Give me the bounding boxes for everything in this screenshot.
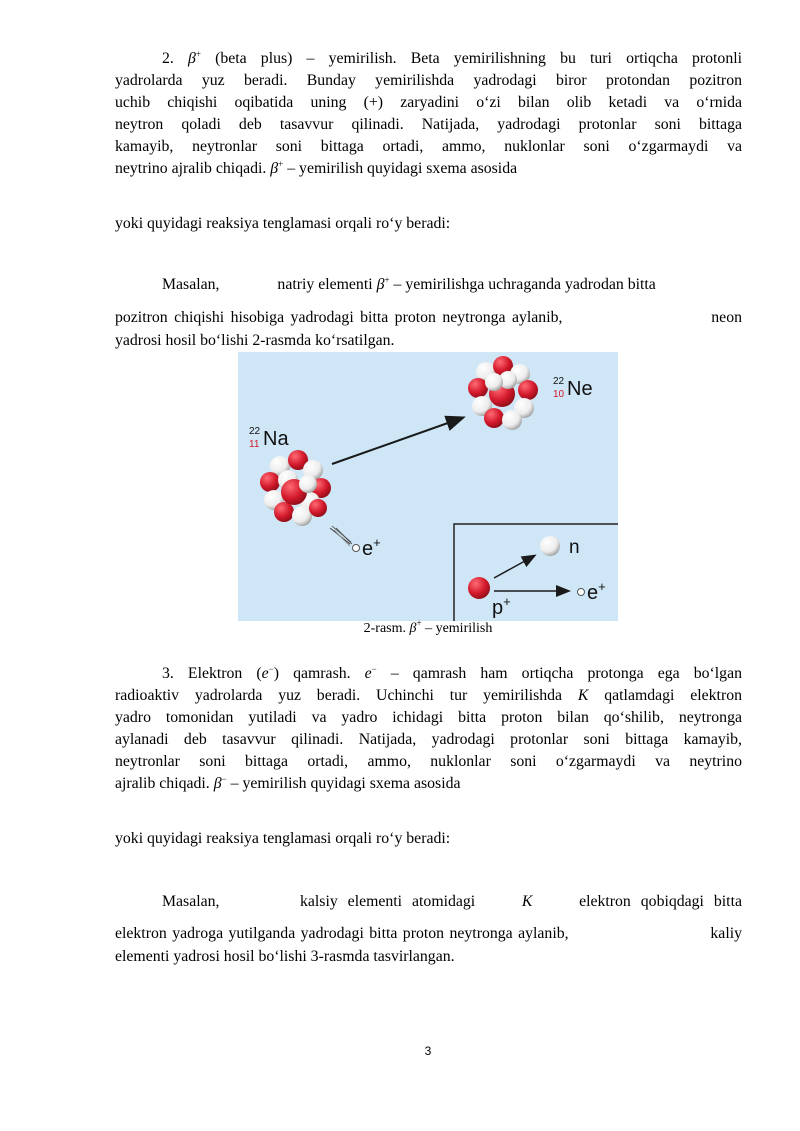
para3-line2-text: radioaktiv yadrolarda yuz beradi. Uchinchi tur yemirilishda	[115, 687, 563, 704]
figure-caption	[0, 618, 800, 637]
para4-line2	[115, 923, 742, 946]
reaction-line-1: yoki quyidagi reaksiya tenglamasi orqali ro‘y beradi:	[115, 215, 451, 232]
neutron-label: n	[569, 537, 580, 558]
proton-particle	[468, 577, 490, 599]
beta-symbol: β	[270, 160, 279, 177]
para2-line3: yadrosi hosil bo‘lishi 2-rasmda ko‘rsatilgan.	[115, 332, 395, 349]
inset-proton-to-neutron	[454, 524, 618, 621]
na-symbol: Na	[263, 428, 289, 450]
sup-minus: −	[221, 774, 227, 784]
ne-atomic-number: 10	[553, 389, 565, 400]
inset-positron-label: e+	[587, 579, 606, 604]
positron-particle	[353, 545, 360, 552]
para2-line1-mid: natriy elementi	[277, 276, 373, 293]
para1-line6-a: neytrino ajralib chiqadi.	[115, 160, 267, 177]
beta-symbol: β	[409, 621, 417, 636]
sup-plus: +	[278, 159, 284, 169]
para2-line2-text: pozitron chiqishi hisobiga yadrodagi bitta proton neytronga aylanib,	[115, 309, 563, 326]
decay-arrow	[332, 418, 462, 464]
sup-plus: +	[195, 49, 201, 59]
reaction-line-2: yoki quyidagi reaksiya tenglamasi orqali ro‘y beradi:	[115, 830, 451, 847]
sup-minus: −	[268, 664, 274, 674]
electron-symbol: e	[364, 665, 372, 682]
para3-line6-a: ajralib chiqadi.	[115, 775, 210, 792]
beta-symbol: β	[188, 50, 196, 67]
para3-line5: neytronlar soni bittaga ortadi, ammo, nuklonlar soni o‘zgarmaydi va neytrino	[115, 753, 742, 770]
para1-line4: neytron qoladi deb tasavvur qilinadi. Natijada, yadrodagi protonlar soni bittaga	[115, 116, 742, 133]
inset-positron-particle	[578, 589, 585, 596]
para2-line2-end: neon	[711, 309, 742, 326]
ne-mass-number: 22	[553, 376, 565, 387]
para1-line6-b: – yemirilish quyidagi sxema asosida	[287, 160, 518, 177]
para3-line3: yadro tomonidan yutiladi va yadro ichidagi bitta proton bilan qo‘shilib, neytronga	[115, 709, 742, 726]
sup-plus: +	[384, 275, 390, 285]
para3-line1-a: 3. Elektron (	[162, 665, 262, 682]
para4-line2-end: kaliy	[710, 925, 742, 942]
para2-line1-end: – yemirilishga uchraganda yadrodan bitta	[393, 276, 656, 293]
neutron-particle	[540, 536, 560, 556]
para3-line1-c: – qamrash ham ortiqcha protonga ega bo‘lgan	[390, 665, 742, 682]
positron-label: e+	[362, 535, 381, 560]
caption-text: – yemirilish	[425, 621, 493, 636]
k-shell-symbol: K	[521, 893, 533, 910]
para3-line4: aylanadi deb tasavvur qilinadi. Natijada, yadrodagi protonlar soni bittaga kamayib,	[115, 731, 742, 748]
para3-line2	[115, 685, 742, 708]
para1-line5: kamayib, neytronlar soni bittaga ortadi, ammo, nuklonlar soni o‘zgarmaydi va	[115, 138, 742, 155]
na-mass-number: 22	[249, 426, 261, 437]
sup-minus: −	[371, 664, 377, 674]
electron-symbol: e	[261, 665, 269, 682]
sodium-nucleus	[260, 450, 331, 526]
k-shell-symbol: K	[577, 687, 589, 704]
na-atomic-number: 11	[249, 439, 260, 450]
masalan-label: Masalan,	[162, 893, 220, 910]
para1-line3: uchib chiqishi oqibatida uning (+) zaryadini o‘zi bilan olib ketadi va o‘rnida	[115, 94, 742, 111]
para4-line1-end: elektron qobiqdagi bitta	[579, 893, 742, 910]
para3-line2-end: qatlamdagi elektron	[604, 687, 742, 704]
para4-line1-mid: kalsiy elementi atomidagi	[300, 893, 476, 910]
beta-symbol: β	[376, 276, 385, 293]
caption-label: 2-rasm.	[363, 621, 407, 636]
para3-line6	[115, 773, 742, 796]
para4-line2-text: elektron yadroga yutilganda yadrodagi bitta proton neytronga aylanib,	[115, 925, 569, 942]
proton-label: p+	[492, 594, 511, 619]
para4-line3: elementi yadrosi hosil bo‘lishi 3-rasmda tasvirlangan.	[115, 948, 455, 965]
para3-line1-b: ) qamrash.	[273, 665, 351, 682]
para2-line2	[115, 307, 742, 330]
ne-symbol: Ne	[567, 378, 593, 400]
figure-beta-plus-decay	[238, 352, 618, 621]
para1-line2: yadrolarda yuz beradi. Bunday yemirilishda yadrodagi biror protondan pozitron	[115, 72, 742, 89]
positron-streak	[330, 526, 352, 546]
para1-line1-text: (beta plus) – yemirilish. Beta yemirilishning bu turi ortiqcha protonli	[215, 50, 742, 67]
para1-number: 2.	[162, 50, 174, 67]
para4-line1-words	[300, 891, 742, 914]
neon-nucleus	[468, 356, 538, 430]
masalan-label: Masalan,	[162, 276, 220, 293]
para1-line1	[115, 48, 742, 71]
para1-line6	[115, 158, 742, 181]
beta-symbol: β	[213, 775, 222, 792]
para3-line6-b: – yemirilish quyidagi sxema asosida	[230, 775, 461, 792]
para3-line1	[115, 663, 742, 686]
inset-arrow-neutron	[494, 556, 534, 578]
sup-plus: +	[416, 618, 422, 628]
para2-line1	[115, 274, 742, 297]
page-number: 3	[424, 1044, 432, 1058]
